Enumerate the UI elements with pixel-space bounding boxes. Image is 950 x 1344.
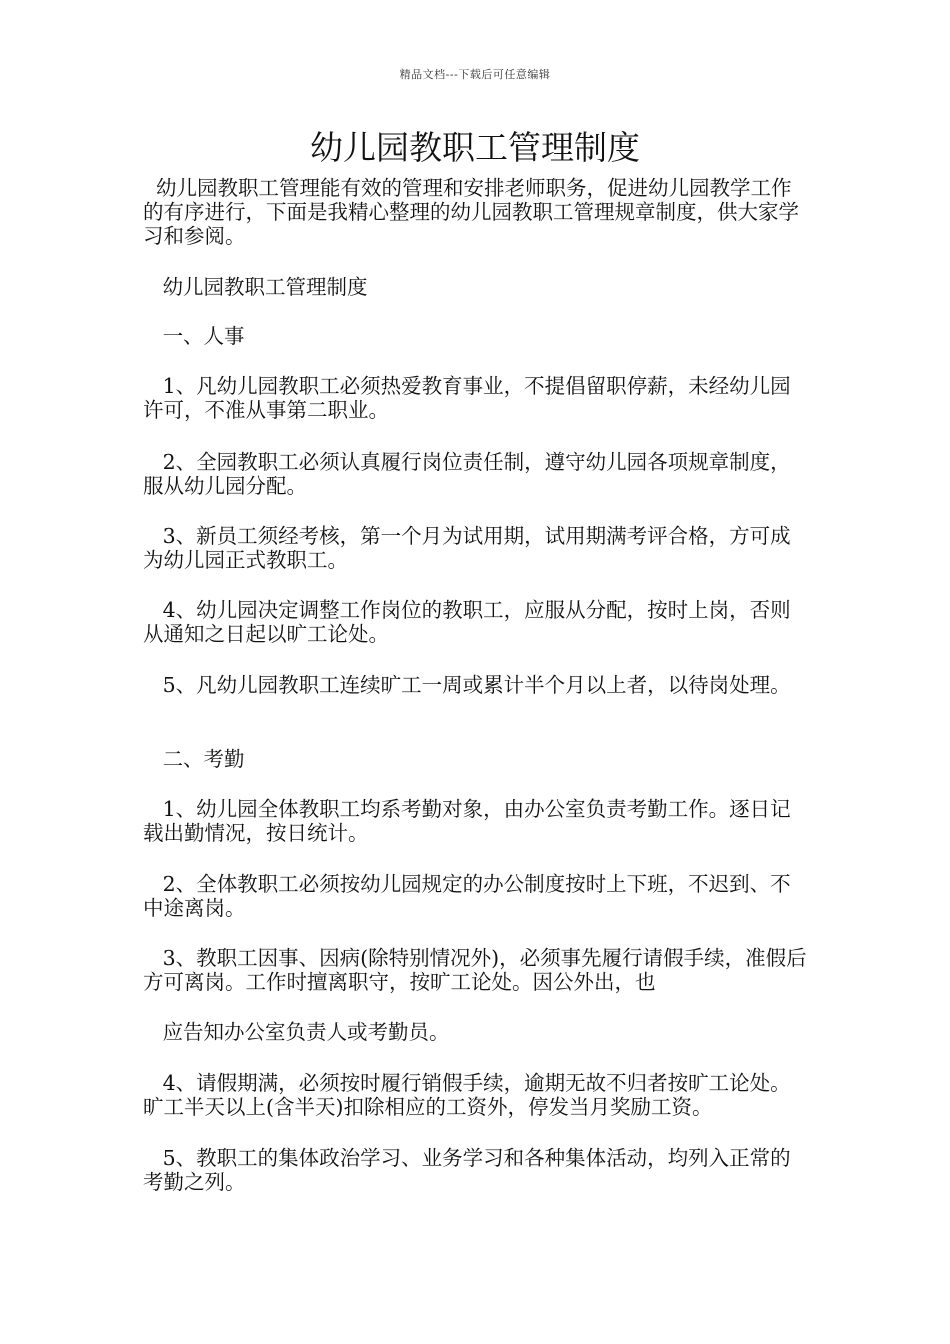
- subtitle-paragraph: 幼儿园教职工管理制度: [143, 275, 368, 299]
- attendance-item-5: 5、教职工的集体政治学习、业务学习和各种集体活动，均列入正常的考勤之列。: [143, 1146, 791, 1194]
- attendance-item-4: 4、请假期满，必须按时履行销假手续，逾期无故不归者按旷工论处。旷工半天以上(含半天)扣除相应的工资外，停发当月奖励工资。: [143, 1071, 791, 1119]
- personnel-item-4: 4、幼儿园决定调整工作岗位的教职工，应服从分配，按时上岗，否则从通知之日起以旷工论处。: [143, 598, 791, 646]
- header-note: 精品文档---下载后可任意编辑: [399, 68, 551, 81]
- personnel-item-1: 1、凡幼儿园教职工必须热爱教育事业，不提倡留职停薪，未经幼儿园许可，不准从事第二职业。: [143, 374, 791, 422]
- personnel-item-2: 2、全园教职工必须认真履行岗位责任制，遵守幼儿园各项规章制度，服从幼儿园分配。: [143, 450, 791, 498]
- intro-paragraph: 幼儿园教职工管理能有效的管理和安排老师职务，促进幼儿园教学工作的有序进行，下面是我精心整理的幼儿园教职工管理规章制度，供大家学习和参阅。: [143, 176, 799, 248]
- attendance-item-3-continued: 应告知办公室负责人或考勤员。: [143, 1020, 450, 1044]
- page-title: 幼儿园教职工管理制度: [310, 128, 640, 167]
- personnel-item-5: 5、凡幼儿园教职工连续旷工一周或累计半个月以上者，以待岗处理。: [143, 673, 791, 697]
- section-heading-attendance: 二、考勤: [143, 747, 245, 771]
- attendance-item-3: 3、教职工因事、因病(除特别情况外)，必须事先履行请假手续，准假后方可离岗。工作时擅离职守，按旷工论处。因公外出，也: [143, 946, 807, 994]
- section-heading-personnel: 一、人事: [143, 324, 245, 348]
- attendance-item-2: 2、全体教职工必须按幼儿园规定的办公制度按时上下班，不迟到、不中途离岗。: [143, 872, 791, 920]
- personnel-item-3: 3、新员工须经考核，第一个月为试用期，试用期满考评合格，方可成为幼儿园正式教职工。: [143, 524, 791, 572]
- attendance-item-1: 1、幼儿园全体教职工均系考勤对象，由办公室负责考勤工作。逐日记载出勤情况，按日统计。: [143, 797, 791, 845]
